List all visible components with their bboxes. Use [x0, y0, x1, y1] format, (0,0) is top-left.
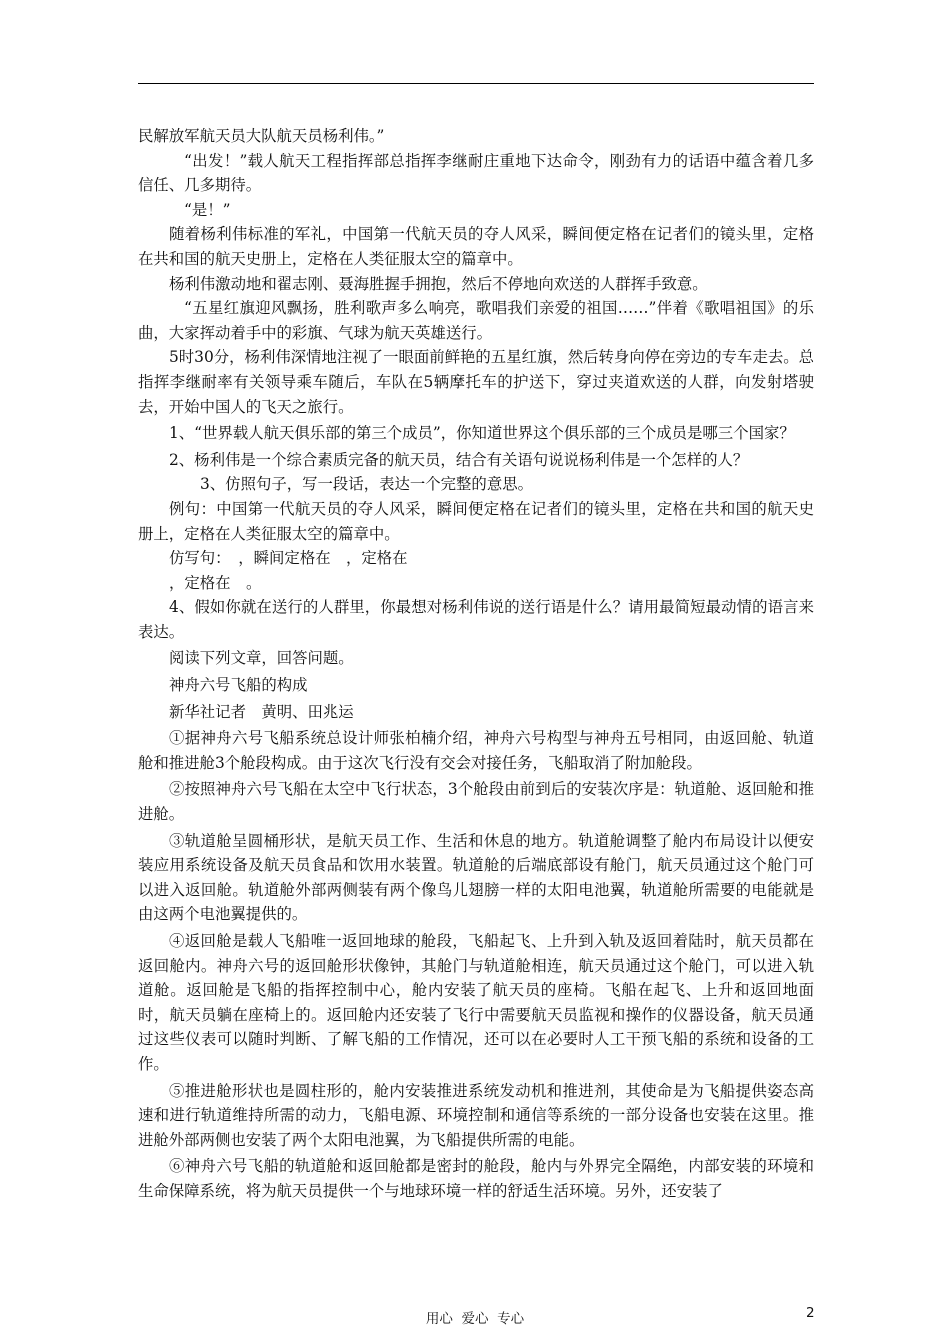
paragraph: “出发！”载人航天工程指挥部总指挥李继耐庄重地下达命令，刚劲有力的话语中蕴含着几多信任、几多期待。: [138, 151, 814, 195]
question-3: 3、仿照句子，写一段话，表达一个完整的意思。: [200, 475, 533, 494]
paragraph: “五星红旗迎风飘扬，胜利歌声多么响亮，歌唱我们亲爱的祖国……”伴着《歌唱祖国》的乐曲，大家挥动着手中的彩旗、气球为航天英雄送行。: [138, 299, 814, 342]
article-paragraph: ③轨道舱呈圆桶形状，是航天员工作、生活和休息的地方。轨道舱调整了舱内布局设计以便安装应用系统设备及航天员食品和饮用水装置。轨道舱的后端底部设有舱门，航天员通过这个舱门可以进入返回舱。轨道舱外部两侧装有两个像鸟儿翅膀一样的太阳电池翼，轨道舱所需要的电能就是由这两个电池翼提供的。: [138, 831, 814, 924]
article-paragraph: ①据神舟六号飞船系统总设计师张柏楠介绍，神舟六号构型与神舟五号相同，由返回舱、轨道舱和推进舱3个舱段构成。由于这次飞行没有交会对接任务，飞船取消了附加舱段。: [138, 729, 814, 772]
example-sentence: 例句：中国第一代航天员的夺人风采，瞬间便定格在记者们的镜头里，定格在共和国的航天史册上，定格在人类征服太空的篇章中。: [138, 499, 814, 543]
article-paragraph: ②按照神舟六号飞船在太空中飞行状态，3个舱段由前到后的安装次序是：轨道舱、返回舱和推进舱。: [138, 780, 814, 824]
question-4: 4、假如你就在送行的人群里，你最想对杨利伟说的送行语是什么？请用最简短最动情的语言来表达。: [138, 598, 814, 641]
reading-instruction: 阅读下列文章，回答问题。: [169, 649, 354, 668]
imitation-prompt: 仿写句： ，瞬间定格在 ，定格在: [169, 549, 408, 568]
paragraph: 随着杨利伟标准的军礼，中国第一代航天员的夺人风采，瞬间便定格在记者们的镜头里，定格在共和国的航天史册上，定格在人类征服太空的篇章中。: [138, 225, 814, 268]
question-1: 1、“世界载人航天俱乐部的第三个成员”，你知道世界这个俱乐部的三个成员是哪三个国家？: [169, 424, 795, 443]
question-2: 2、杨利伟是一个综合素质完备的航天员，结合有关语句说说杨利伟是一个怎样的人？: [169, 450, 749, 469]
article-byline: 新华社记者 黄明、田兆运: [169, 702, 354, 721]
document-body: [138, 124, 814, 1204]
header-rule: [138, 83, 814, 84]
article-paragraph: ⑤推进舱形状也是圆柱形的，舱内安装推进系统发动机和推进剂，其使命是为飞船提供姿态高速和进行轨道维持所需的动力，飞船电源、环境控制和通信等系统的一部分设备也安装在这里。推进舱外部两侧也安装了两个太阳电池翼，为飞船提供所需的电能。: [138, 1081, 814, 1149]
imitation-prompt-continued: ，定格在 。: [169, 573, 262, 592]
paragraph: 民解放军航天员大队航天员杨利伟。”: [138, 127, 385, 145]
article-paragraph: ④返回舱是载人飞船唯一返回地球的舱段，飞船起飞、上升到入轨及返回着陆时，航天员都在返回舱内。神舟六号的返回舱形状像钟，其舱门与轨道舱相连，航天员通过这个舱门，可以进入轨道舱。返回舱是飞船的指挥控制中心，舱内安装了航天员的座椅。飞船在起飞、上升和返回地面时，航天员躺在座椅上的。返回舱内还安装了飞行中需要航天员监视和操作的仪器设备，航天员通过这些仪表可以随时判断、了解飞船的工作情况，还可以在必要时人工干预飞船的系统和设备的工作。: [138, 932, 814, 1073]
article-title: 神舟六号飞船的构成: [169, 676, 308, 695]
page-number: 2: [806, 1305, 815, 1321]
article-paragraph: ⑥神舟六号飞船的轨道舱和返回舱都是密封的舱段，舱内与外界完全隔绝，内部安装的环境和生命保障系统，将为航天员提供一个与地球环境一样的舒适生活环境。另外，还安装了: [138, 1157, 814, 1200]
footer-motto: 用心 爱心 专心: [425, 1311, 525, 1327]
paragraph: 杨利伟激动地和翟志刚、聂海胜握手拥抱，然后不停地向欢送的人群挥手致意。: [169, 274, 708, 293]
paragraph: 5时30分，杨利伟深情地注视了一眼面前鲜艳的五星红旗，然后转身向停在旁边的专车走去。总指挥李继耐率有关领导乘车随后，车队在5辆摩托车的护送下，穿过夹道欢送的人群，向发射塔驶去，开始中国人的飞天之旅行。: [138, 348, 815, 416]
paragraph: “是！”: [184, 200, 231, 219]
